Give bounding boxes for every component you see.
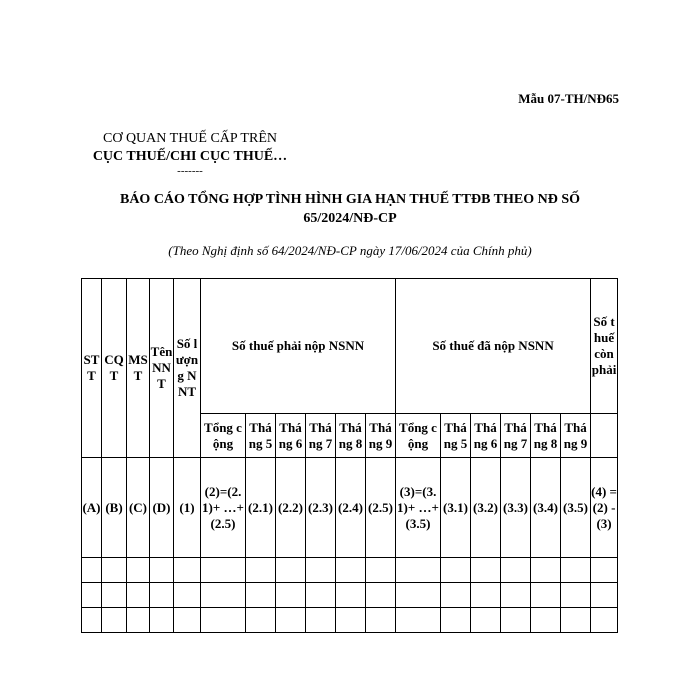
table-cell	[102, 608, 127, 633]
table-cell	[471, 558, 501, 583]
report-table	[81, 278, 618, 633]
table-cell	[471, 583, 501, 608]
column-code-cell: (3)=(3.1)+ …+(3.5)	[396, 458, 441, 558]
table-cell	[201, 583, 246, 608]
table-cell	[471, 608, 501, 633]
table-cell	[591, 608, 618, 633]
column-code-cell: (3.3)	[501, 458, 531, 558]
table-cell	[591, 583, 618, 608]
column-code-cell: (2.2)	[276, 458, 306, 558]
column-code-cell: (3.4)	[531, 458, 561, 558]
table-cell	[102, 583, 127, 608]
group-header-tax-payable: Số thuế phải nộp NSNN	[201, 279, 396, 414]
table-cell	[396, 558, 441, 583]
paid-subheader: Tháng 8	[531, 414, 561, 458]
table-cell	[246, 558, 276, 583]
table-cell	[246, 583, 276, 608]
form-code: Mẫu 07-TH/NĐ65	[518, 91, 619, 106]
table-cell	[150, 608, 174, 633]
column-code-row	[82, 458, 618, 558]
payable-subheader: Tháng 9	[366, 414, 396, 458]
table-cell	[501, 583, 531, 608]
column-code-cell: (2)=(2.1)+ …+(2.5)	[201, 458, 246, 558]
report-title: BÁO CÁO TỔNG HỢP TÌNH HÌNH GIA HẠN THUẾ TTĐB THEO NĐ SỐ 65/2024/NĐ-CP	[119, 192, 581, 226]
table-cell	[174, 608, 201, 633]
table-cell	[501, 608, 531, 633]
table-cell	[396, 583, 441, 608]
table-cell	[174, 558, 201, 583]
table-cell	[276, 608, 306, 633]
column-code-cell: (2.5)	[366, 458, 396, 558]
table-cell	[82, 558, 102, 583]
column-code-cell: (B)	[102, 458, 127, 558]
col-header-taxpayer-name: Tên NNT	[150, 279, 174, 458]
table-cell	[276, 558, 306, 583]
table-cell	[531, 608, 561, 633]
table-cell	[276, 583, 306, 608]
table-cell	[174, 583, 201, 608]
col-header-mst: MST	[127, 279, 150, 458]
table-cell	[591, 558, 618, 583]
table-cell	[127, 558, 150, 583]
report-subtitle: (Theo Nghị định số 64/2024/NĐ-CP ngày 17/06/2024 của Chính phủ)	[168, 243, 532, 258]
table-cell	[336, 558, 366, 583]
table-cell	[246, 608, 276, 633]
table-cell	[441, 583, 471, 608]
remaining-subheader-empty	[591, 414, 618, 458]
column-code-cell: (3.5)	[561, 458, 591, 558]
table-cell	[82, 608, 102, 633]
table-cell	[336, 583, 366, 608]
col-header-taxpayer-count: Số lượng NNT	[174, 279, 201, 458]
col-header-tax-remaining: Số thuế còn phải	[591, 279, 618, 414]
paid-subheader: Tháng 5	[441, 414, 471, 458]
column-code-cell: (A)	[82, 458, 102, 558]
table-cell	[366, 583, 396, 608]
table-cell	[366, 558, 396, 583]
agency-separator: -------	[177, 165, 203, 177]
table-row	[82, 558, 618, 583]
issuing-agency	[70, 130, 310, 176]
column-code-cell: (2.4)	[336, 458, 366, 558]
agency-line-2: CỤC THUẾ/CHI CỤC THUẾ…	[92, 149, 288, 164]
table-cell	[366, 608, 396, 633]
column-code-cell: (3.2)	[471, 458, 501, 558]
column-code-cell: (D)	[150, 458, 174, 558]
table-cell	[306, 583, 336, 608]
table-cell	[561, 558, 591, 583]
table-cell	[396, 608, 441, 633]
column-code-cell: (2.1)	[246, 458, 276, 558]
column-code-cell: (2.3)	[306, 458, 336, 558]
table-row	[82, 583, 618, 608]
table-cell	[201, 558, 246, 583]
table-cell	[306, 608, 336, 633]
column-code-cell: (3.1)	[441, 458, 471, 558]
table-cell	[150, 558, 174, 583]
payable-subheader: Tháng 7	[306, 414, 336, 458]
table-cell	[102, 558, 127, 583]
table-cell	[127, 583, 150, 608]
payable-subheader: Tháng 6	[276, 414, 306, 458]
table-row	[82, 608, 618, 633]
col-header-cqt: CQT	[102, 279, 127, 458]
paid-subheader: Tháng 6	[471, 414, 501, 458]
payable-subheader: Tháng 8	[336, 414, 366, 458]
table-cell	[531, 558, 561, 583]
table-cell	[561, 583, 591, 608]
group-header-tax-paid: Số thuế đã nộp NSNN	[396, 279, 591, 414]
payable-subheader: Tổng cộng	[201, 414, 246, 458]
column-code-cell: (4) = (2) - (3)	[591, 458, 618, 558]
agency-line-1: CƠ QUAN THUẾ CẤP TRÊN	[103, 131, 277, 146]
table-cell	[441, 608, 471, 633]
table-cell	[441, 558, 471, 583]
col-header-stt: STT	[82, 279, 102, 458]
paid-subheader: Tháng 9	[561, 414, 591, 458]
table-cell	[336, 608, 366, 633]
paid-subheader: Tháng 7	[501, 414, 531, 458]
paid-subheader: Tổng cộng	[396, 414, 441, 458]
table-cell	[201, 608, 246, 633]
header-row	[82, 279, 618, 414]
table-cell	[531, 583, 561, 608]
table-cell	[82, 583, 102, 608]
payable-subheader: Tháng 5	[246, 414, 276, 458]
table-cell	[306, 558, 336, 583]
column-code-cell: (C)	[127, 458, 150, 558]
table-cell	[501, 558, 531, 583]
column-code-cell: (1)	[174, 458, 201, 558]
table-cell	[561, 608, 591, 633]
table-cell	[150, 583, 174, 608]
table-cell	[127, 608, 150, 633]
